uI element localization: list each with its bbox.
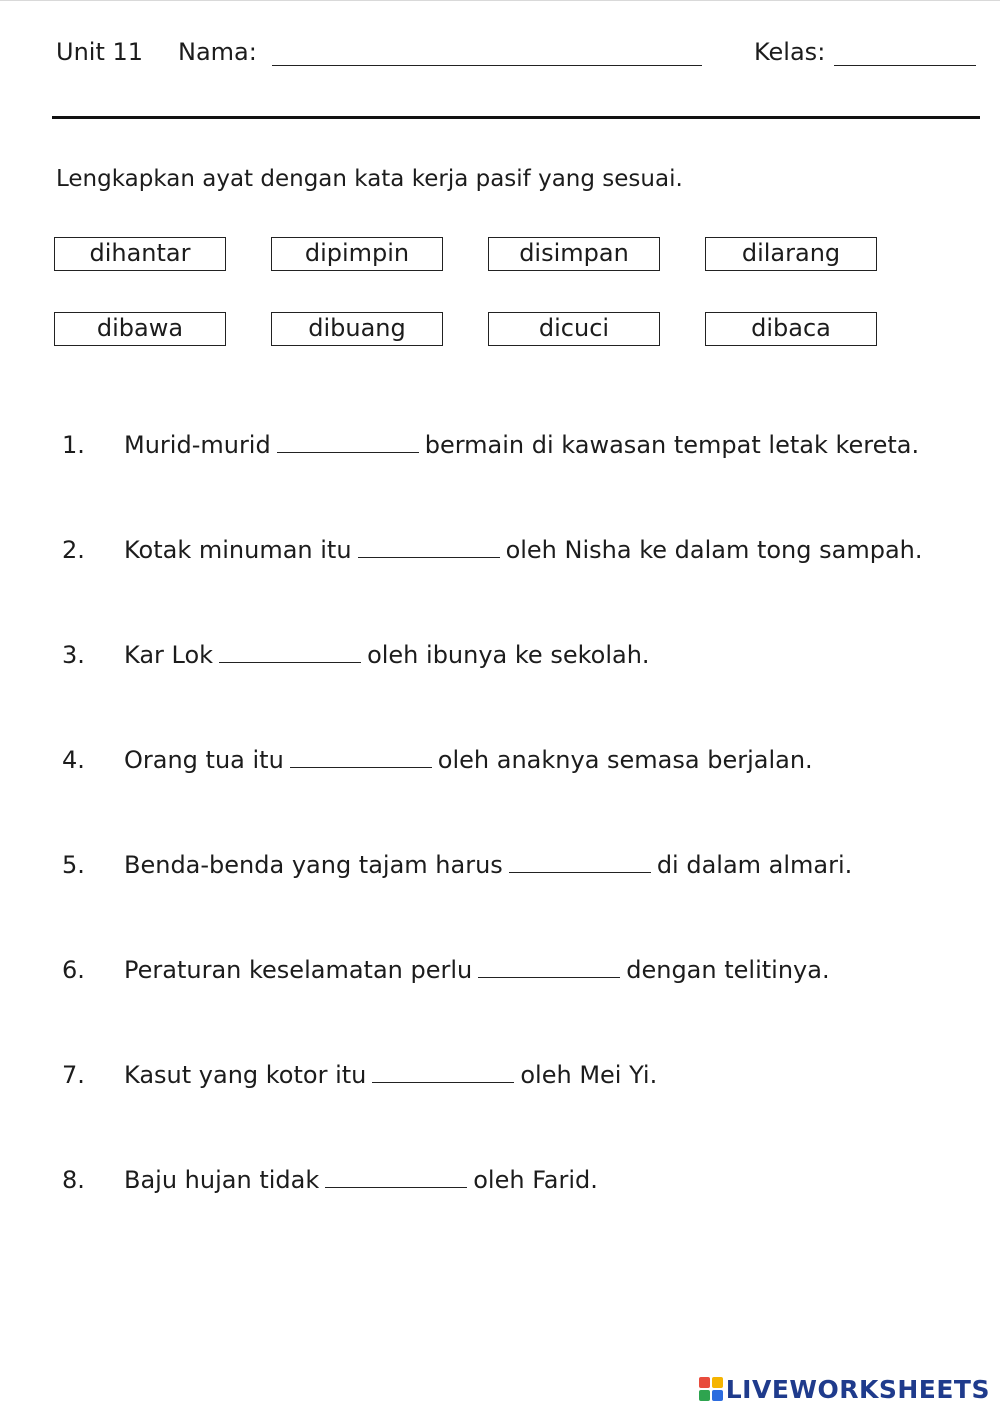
instruction-text: Lengkapkan ayat dengan kata kerja pasif yang sesuai. <box>56 166 683 192</box>
name-label: Nama: <box>178 38 257 66</box>
word-box: dihantar <box>54 237 226 271</box>
answer-blank[interactable] <box>358 539 500 558</box>
question-text-after: bermain di kawasan tempat letak kereta. <box>424 431 920 459</box>
question-number: 7. <box>62 1061 85 1089</box>
question-number: 6. <box>62 956 85 984</box>
word-box: dilarang <box>705 237 877 271</box>
word-bank <box>54 237 884 352</box>
question-number: 2. <box>62 536 85 564</box>
question-item <box>62 1061 982 1095</box>
word-box: dibuang <box>271 312 443 346</box>
question-text-before: Murid-murid <box>124 431 271 459</box>
question-number: 4. <box>62 746 85 774</box>
answer-blank[interactable] <box>509 854 651 873</box>
question-item <box>62 431 982 465</box>
question-text-before: Benda-benda yang tajam harus <box>124 851 503 879</box>
question-number: 5. <box>62 851 85 879</box>
answer-blank[interactable] <box>478 959 620 978</box>
question-text-before: Baju hujan tidak <box>124 1166 320 1194</box>
question-item <box>62 746 982 780</box>
liveworksheets-brand[interactable] <box>699 1375 990 1403</box>
question-item <box>62 956 982 990</box>
question-number: 8. <box>62 1166 85 1194</box>
question-item <box>62 1166 982 1200</box>
liveworksheets-logo-icon <box>699 1377 723 1401</box>
question-item <box>62 536 982 570</box>
question-text-after: oleh ibunya ke sekolah. <box>367 641 650 669</box>
question-number: 3. <box>62 641 85 669</box>
answer-blank[interactable] <box>277 434 419 453</box>
class-label: Kelas: <box>754 38 826 66</box>
name-field[interactable] <box>272 65 702 66</box>
question-text-after: dengan telitinya. <box>626 956 830 984</box>
question-text-after: di dalam almari. <box>656 851 853 879</box>
question-text-after: oleh anaknya semasa berjalan. <box>437 746 813 774</box>
word-box: dibaca <box>705 312 877 346</box>
question-text-before: Kar Lok <box>124 641 214 669</box>
class-field[interactable] <box>834 65 976 66</box>
answer-blank[interactable] <box>372 1064 514 1083</box>
page-top-border <box>0 0 1000 1</box>
brand-name: LIVEWORKSHEETS <box>725 1374 990 1404</box>
question-text-before: Orang tua itu <box>124 746 284 774</box>
answer-blank[interactable] <box>219 644 361 663</box>
question-text-after: oleh Nisha ke dalam tong sampah. <box>505 536 923 564</box>
question-text-before: Peraturan keselamatan perlu <box>124 956 473 984</box>
question-text-after: oleh Mei Yi. <box>520 1061 658 1089</box>
word-box: dipimpin <box>271 237 443 271</box>
question-text-after: oleh Farid. <box>473 1166 598 1194</box>
question-item <box>62 851 982 885</box>
word-box: disimpan <box>488 237 660 271</box>
unit-label: Unit 11 <box>56 38 144 66</box>
answer-blank[interactable] <box>290 749 432 768</box>
question-item <box>62 641 982 675</box>
word-box: dibawa <box>54 312 226 346</box>
word-box: dicuci <box>488 312 660 346</box>
question-text-before: Kasut yang kotor itu <box>124 1061 367 1089</box>
question-text-before: Kotak minuman itu <box>124 536 352 564</box>
answer-blank[interactable] <box>325 1169 467 1188</box>
question-number: 1. <box>62 431 85 459</box>
header-divider <box>52 116 980 119</box>
worksheet-header <box>0 38 1000 72</box>
